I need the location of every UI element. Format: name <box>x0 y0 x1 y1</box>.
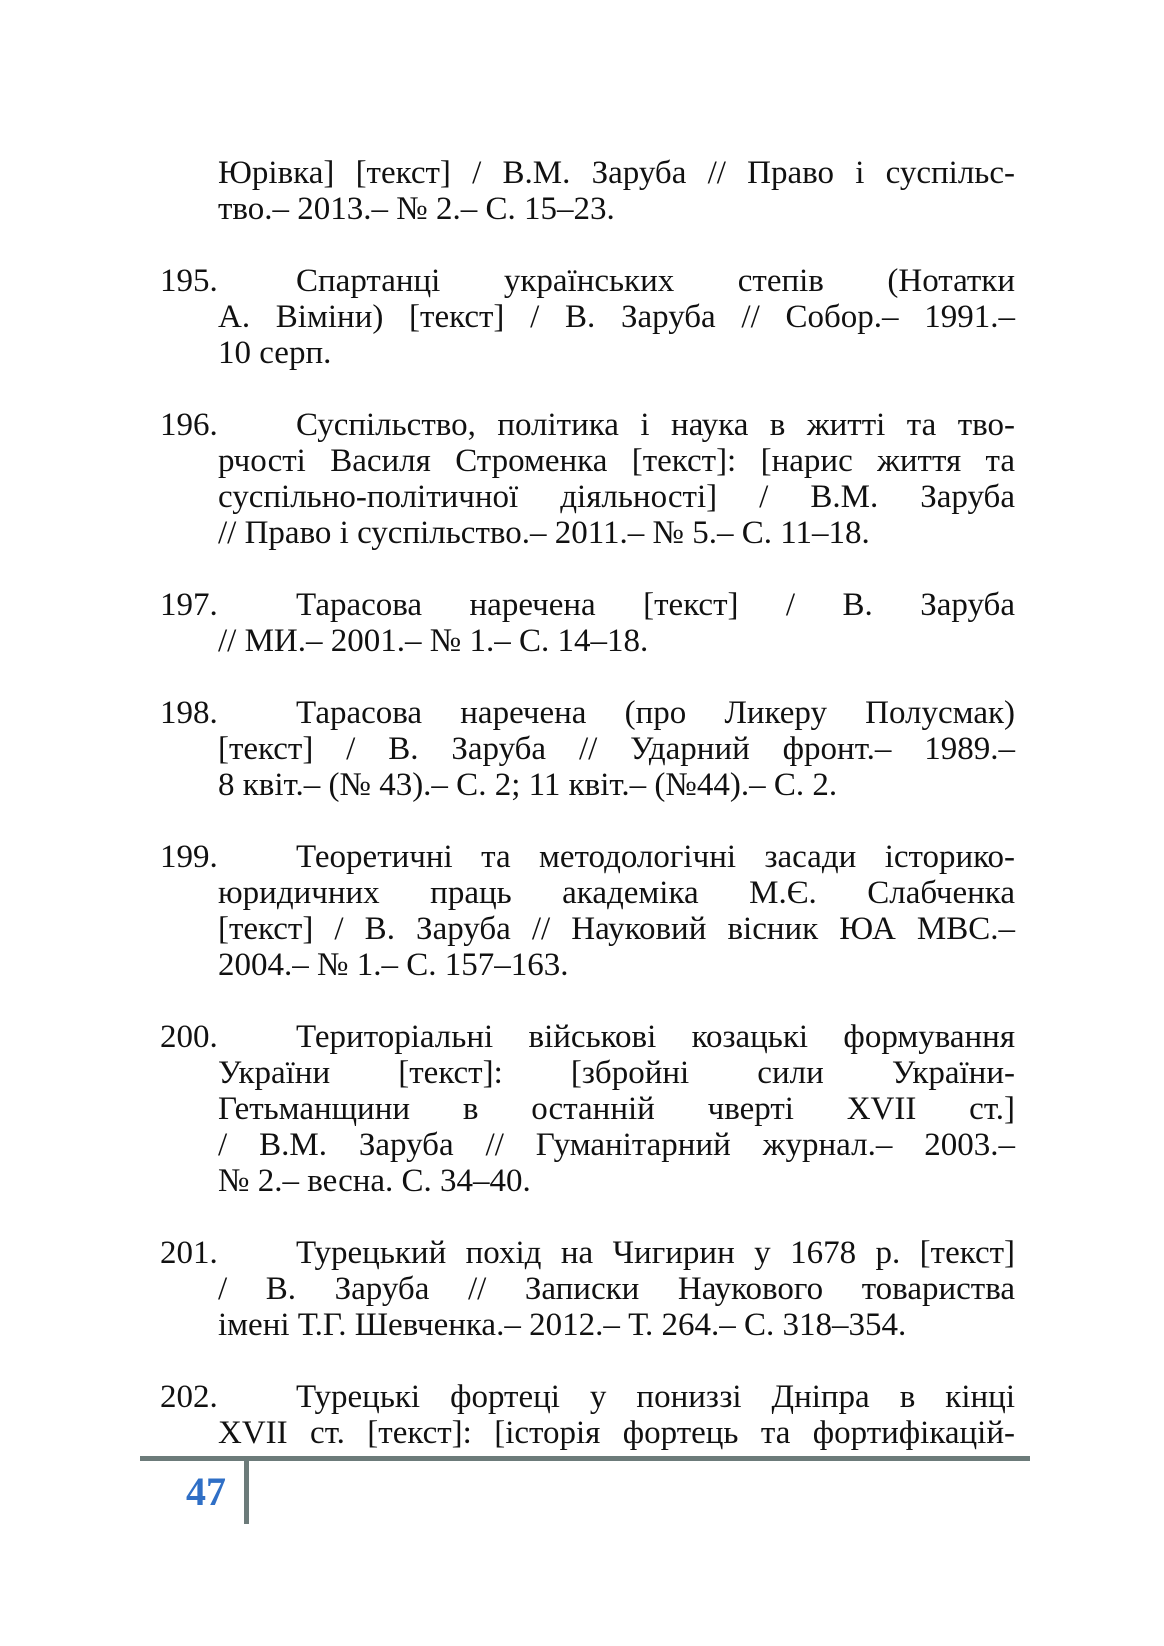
entry-first-line <box>160 1379 1015 1415</box>
entry-line: суспільно-політичної діяльності] / В.М. Заруба <box>218 479 1015 515</box>
entry-first-text: Теоретичні та методологічні засади історико- <box>296 839 1015 875</box>
carryover-entry <box>160 155 1015 227</box>
entry-198 <box>160 695 1015 803</box>
entry-line: Гетьманщини в останній чверті XVII ст.] <box>218 1091 1015 1127</box>
entry-number: 197. <box>160 587 218 623</box>
entry-line: України [текст]: [збройні сили України- <box>218 1055 1015 1091</box>
entry-line: [текст] / В. Заруба // Ударний фронт.– 1989.– <box>218 731 1015 767</box>
entry-number: 202. <box>160 1379 218 1415</box>
entry-line: № 2.– весна. С. 34–40. <box>218 1163 531 1199</box>
entry-line: / В. Заруба // Записки Наукового товариства <box>218 1271 1015 1307</box>
entry-first-line <box>160 263 1015 299</box>
entry-number: 196. <box>160 407 218 443</box>
entry-first-line <box>160 839 1015 875</box>
entry-line: 2004.– № 1.– С. 157–163. <box>218 947 569 983</box>
entry-line: Юрівка] [текст] / В.М. Заруба // Право і суспільс- <box>218 155 1015 191</box>
entry-line: // МИ.– 2001.– № 1.– С. 14–18. <box>218 623 649 659</box>
entry-first-text: Турецький похід на Чигирин у 1678 р. [текст] <box>296 1235 1015 1271</box>
entry-line: / В.М. Заруба // Гуманітарний журнал.– 2003.– <box>218 1127 1015 1163</box>
entry-line: XVII ст. [текст]: [історія фортець та фортифікацій- <box>218 1415 1015 1451</box>
entry-first-text: Тарасова наречена [текст] / В. Заруба <box>296 587 1015 623</box>
footer-divider <box>244 1456 249 1524</box>
footer-rule <box>140 1456 1030 1461</box>
entry-first-line <box>160 407 1015 443</box>
entry-line: імені Т.Г. Шевченка.– 2012.– Т. 264.– С. 318–354. <box>218 1307 907 1343</box>
entry-first-text: Територіальні військові козацькі формування <box>296 1019 1015 1055</box>
entry-line: 10 серп. <box>218 335 332 371</box>
entry-line: рчості Василя Строменка [текст]: [нарис життя та <box>218 443 1015 479</box>
entry-first-line <box>160 1235 1015 1271</box>
entry-195 <box>160 263 1015 371</box>
entry-number: 200. <box>160 1019 218 1055</box>
entry-197 <box>160 587 1015 659</box>
entry-line: тво.– 2013.– № 2.– С. 15–23. <box>218 191 615 227</box>
entry-200 <box>160 1019 1015 1199</box>
page-number: 47 <box>186 1469 226 1514</box>
entry-line: 8 квіт.– (№ 43).– С. 2; 11 квіт.– (№44).– С. 2. <box>218 767 838 803</box>
entry-first-line <box>160 695 1015 731</box>
entry-line: // Право і суспільство.– 2011.– № 5.– С. 11–18. <box>218 515 870 551</box>
entry-first-line <box>160 587 1015 623</box>
entry-199 <box>160 839 1015 983</box>
entry-196 <box>160 407 1015 551</box>
entry-number: 195. <box>160 263 218 299</box>
entry-first-line <box>160 1019 1015 1055</box>
bibliography-list <box>160 155 1015 1451</box>
entry-201 <box>160 1235 1015 1343</box>
entry-first-text: Турецькі фортеці у пониззі Дніпра в кінці <box>296 1379 1015 1415</box>
entry-first-text: Тарасова наречена (про Ликеру Полусмак) <box>296 695 1015 731</box>
entry-line: А. Віміни) [текст] / В. Заруба // Собор.– 1991.– <box>218 299 1015 335</box>
entry-line: [текст] / В. Заруба // Науковий вісник ЮА МВС.– <box>218 911 1015 947</box>
entry-number: 199. <box>160 839 218 875</box>
entry-line: юридичних праць академіка М.Є. Слабченка <box>218 875 1015 911</box>
entry-202 <box>160 1379 1015 1451</box>
entry-number: 198. <box>160 695 218 731</box>
entry-first-text: Суспільство, політика і наука в житті та тво- <box>296 407 1015 443</box>
entry-number: 201. <box>160 1235 218 1271</box>
entry-first-text: Спартанці українських степів (Нотатки <box>296 263 1015 299</box>
